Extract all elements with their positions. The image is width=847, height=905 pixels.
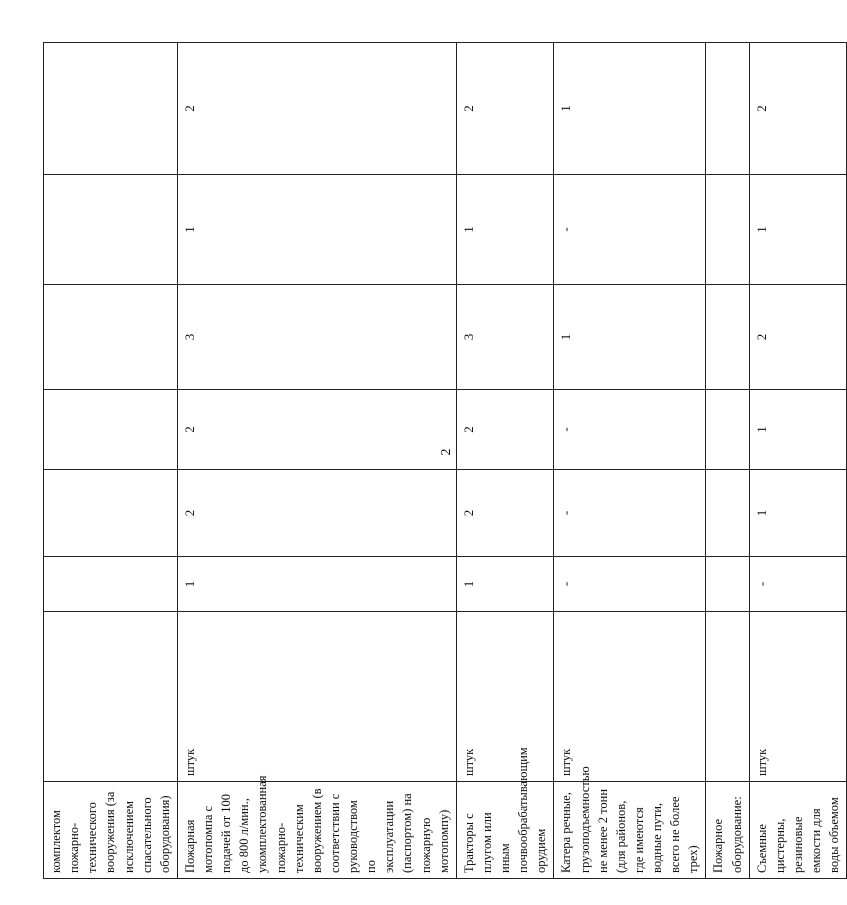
table-container — [43, 43, 842, 879]
table-row — [44, 43, 178, 879]
value-cell — [706, 470, 749, 557]
unit-cell: штук — [554, 612, 706, 782]
value-cell: 1 — [749, 390, 847, 470]
value-cell: 1 — [177, 175, 456, 285]
row-name-cell: комплектом пожарно-технического вооружения (за исключением спасательного оборудования) — [44, 782, 178, 879]
value-cell — [44, 43, 178, 175]
value-cell — [706, 285, 749, 390]
unit-cell — [706, 612, 749, 782]
row-name-cell: Съемные цистерны, резиновые емкости для воды объемом — [749, 782, 847, 879]
value-cell: - — [554, 557, 706, 612]
value-cell — [44, 175, 178, 285]
value-cell: 2 — [456, 390, 554, 470]
unit-cell — [44, 557, 178, 612]
unit-cell: штук — [456, 612, 554, 782]
table-row — [554, 43, 706, 879]
unit-cell: штук — [749, 612, 847, 782]
value-cell — [706, 557, 749, 612]
value-cell: 2 — [456, 43, 554, 175]
value-cell: 1 — [749, 470, 847, 557]
value-cell — [706, 43, 749, 175]
row-name-cell: Тракторы с плугом или иным почвообрабатывающим орудием — [456, 782, 554, 879]
value-cell: 3 — [177, 285, 456, 390]
value-cell: 1 — [554, 285, 706, 390]
unit-cell: штук — [177, 612, 456, 782]
value-cell — [706, 390, 749, 470]
value-cell: 1 — [456, 175, 554, 285]
row-name-cell: Пожарная мотопомпа с подачей от 100 до 800 л/мин., укомплектованная пожарно-техническим вооружением (в соответствии с руководством по эксплуатации (паспортом) на пожарную мотопомпу) — [177, 782, 456, 879]
value-cell — [44, 390, 178, 470]
equipment-table — [43, 42, 847, 879]
page-number: 2 — [439, 448, 454, 456]
value-cell: 3 — [456, 285, 554, 390]
value-cell: 2 — [177, 43, 456, 175]
empty-cell — [44, 612, 178, 782]
value-cell: - — [554, 470, 706, 557]
value-cell: 1 — [456, 557, 554, 612]
value-cell: - — [749, 557, 847, 612]
value-cell: - — [554, 390, 706, 470]
value-cell: 2 — [177, 390, 456, 470]
section-heading-cell: Пожарное оборудование: — [706, 782, 749, 879]
table-row — [177, 43, 456, 879]
value-cell: 1 — [554, 43, 706, 175]
table-row — [456, 43, 554, 879]
value-cell: - — [554, 175, 706, 285]
value-cell: 2 — [177, 470, 456, 557]
value-cell: 2 — [749, 43, 847, 175]
value-cell: 1 — [177, 557, 456, 612]
value-cell — [44, 470, 178, 557]
value-cell: 2 — [456, 470, 554, 557]
value-cell: 2 — [749, 285, 847, 390]
row-name-cell: Катера речные, грузоподъемностью не менее 2 тонн (для районов, где имеются водные пути, всего не более трех) — [554, 782, 706, 879]
value-cell — [706, 175, 749, 285]
table-row — [749, 43, 847, 879]
value-cell — [44, 285, 178, 390]
table-row — [706, 43, 749, 879]
value-cell: 1 — [749, 175, 847, 285]
